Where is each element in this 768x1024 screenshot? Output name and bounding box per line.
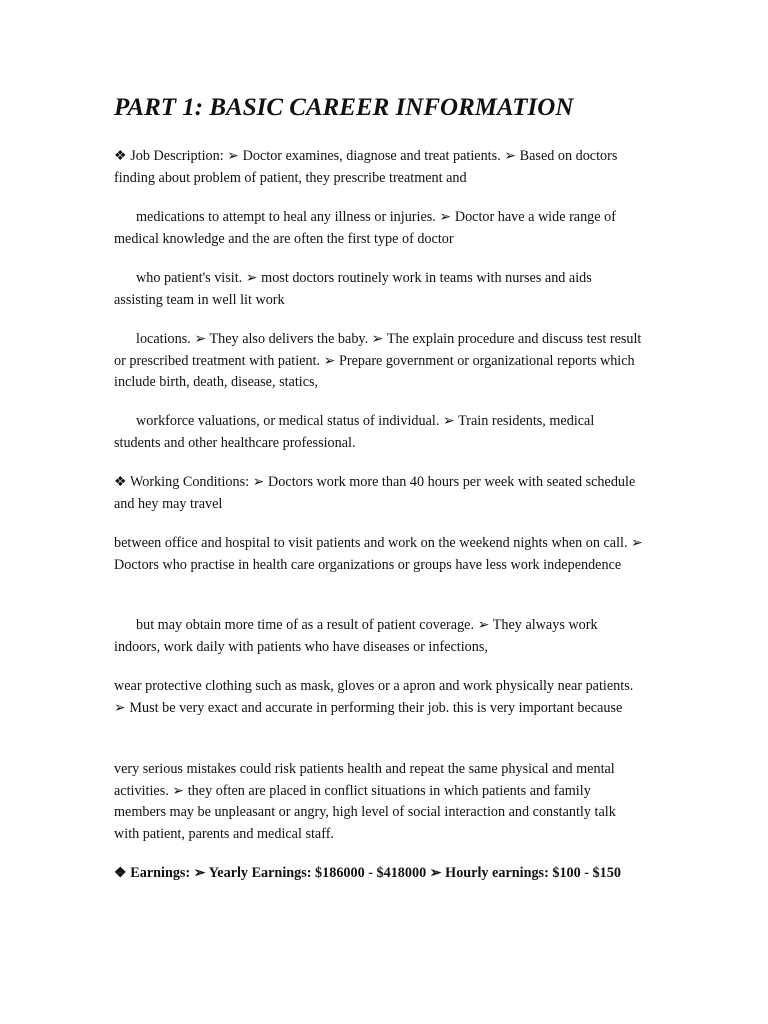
paragraph-locations: locations. ➢ They also delivers the baby. ➢ The explain procedure and discuss test result or prescribed treatment with patient. ➢ Prepare government or organizational reports which include birth, death, disease, statics, — [114, 331, 642, 390]
paragraph-workforce: workforce valuations, or medical status of individual. ➢ Train residents, medical students and other healthcare professional. — [114, 413, 595, 451]
paragraph-office-hospital: between office and hospital to visit patients and work on the weekend nights when on call. ➢ Doctors who practise in health care organizations or groups have less work independence — [114, 535, 643, 573]
paragraph-patient-visit: who patient's visit. ➢ most doctors routinely work in teams with nurses and aids assisting team in well lit work — [114, 270, 592, 308]
paragraph-medications: medications to attempt to heal any illness or injuries. ➢ Doctor have a wide range of medical knowledge and the are often the first type of doctor — [114, 209, 616, 247]
paragraph-protective-clothing: wear protective clothing such as mask, gloves or a apron and work physically near patients. ➢ Must be very exact and accurate in performing their job. this is very important because — [114, 678, 634, 716]
paragraph-working-conditions: ❖ Working Conditions: ➢ Doctors work more than 40 hours per week with seated schedule and hey may travel — [114, 474, 636, 512]
paragraph-patient-coverage: but may obtain more time of as a result of patient coverage. ➢ They always work indoors, work daily with patients who have diseases or infections, — [114, 617, 598, 655]
paragraph-job-description: ❖ Job Description: ➢ Doctor examines, diagnose and treat patients. ➢ Based on doctors finding about problem of patient, they prescribe treatment and — [114, 148, 618, 186]
page-title: PART 1: BASIC CAREER INFORMATION — [114, 94, 574, 121]
paragraph-serious-mistakes: very serious mistakes could risk patients health and repeat the same physical and mental activities. ➢ they often are placed in conflict situations in which patients and family members may be unpleasant or angry, high level of social interaction and constantly talk with patient, parents and medical staff. — [114, 761, 616, 842]
paragraph-earnings: ❖ Earnings: ➢ Yearly Earnings: $186000 - $418000 ➢ Hourly earnings: $100 - $150 — [114, 865, 621, 881]
